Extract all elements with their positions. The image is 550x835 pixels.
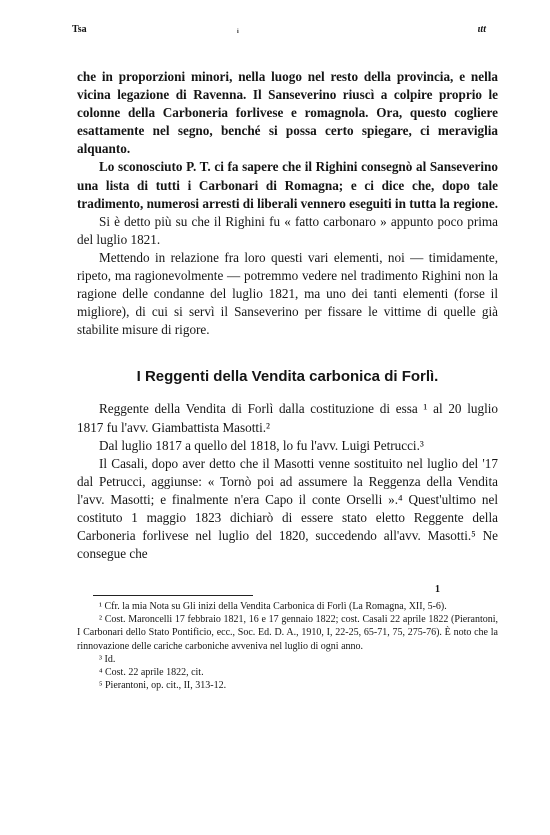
footnote-divider (93, 595, 253, 596)
paragraph: Mettendo in relazione fra loro questi vari elementi, noi — timidamente, ripeto, ma ragionevolmente — potremmo vedere nel tradimento Righini non la ragione delle condanne del luglio 1821, ma uno dei tanti elementi (forse il migliore), di cui si servì il Sanseverino per fissare le vittime di quelle già stabilite misure di rigore. (77, 249, 498, 338)
footnotes (77, 600, 498, 692)
footnote: ² Cost. Maroncelli 17 febbraio 1821, 16 e 17 gennaio 1822; cost. Casali 22 aprile 1822 (Pierantoni, I Carbonari dello Stato Pontificio, ecc., Soc. Ed. D. A., 1910, I, 22-25, 65-71, 75, 275-76). È noto che la rinnovazione delle cariche carboniche avveniva nel luglio di ogni anno. (77, 614, 498, 652)
page-header (72, 24, 486, 38)
section-paragraph: Reggente della Vendita di Forlì dalla costituzione di essa ¹ al 20 luglio 1817 fu l'avv. Giambattista Masotti.² (77, 401, 498, 435)
paragraph: Si è detto più su che il Righini fu « fatto carbonaro » appunto poco prima del luglio 1821. (77, 213, 498, 247)
footnote: ³ Id. (99, 653, 116, 665)
header-left: Tsa (72, 24, 87, 35)
footnote: ⁵ Pierantoni, op. cit., II, 313-12. (99, 680, 227, 692)
section-paragraph: Dal luglio 1817 a quello del 1818, lo fu l'avv. Luigi Petrucci.³ (99, 437, 424, 453)
paragraph: Lo sconosciuto P. T. ci fa sapere che il Righini consegnò al Sanseverino una lista di tutti i Carbonari di Romagna; e ci dice che, dopo tale tradimento, numerosi arresti di liberali vennero eseguiti in tutta la regione. (77, 159, 498, 211)
paragraph: che in proporzioni minori, nella luogo nel resto della provincia, e nella vicina legazione di Ravenna. Il Sanseverino riuscì a colpire proprio le colonne della Carboneria forlivese e romagnola. Ora, questo cogliere esattamente nel segno, benché si possa certo spiegare, ci meraviglia alquanto. (77, 69, 498, 157)
footnote: ¹ Cfr. la mia Nota su Gli inizi della Vendita Carbonica di Forlì (La Romagna, XII, 5-6). (99, 601, 447, 612)
footnote-mark: 1 (435, 584, 440, 595)
section-title: I Reggenti della Vendita carbonica di Forlì. (136, 368, 439, 386)
footnote: ⁴ Cost. 22 aprile 1822, cit. (99, 667, 204, 679)
main-text (77, 68, 498, 563)
header-page-number: ιtt (477, 24, 486, 35)
header-center: ᵢ (237, 24, 239, 35)
section-paragraph: Il Casali, dopo aver detto che il Masotti venne sostituito nel luglio del '17 dal Petrucci, aggiunse: « Tornò poi ad assumere la Reggenza della Vendita l'avv. Masotti; e finalmente n'era Capo il conte Orselli ».⁴ Quest'ultimo nel costituto 1 maggio 1823 dichiarò di essere stato eletto Reggente della Carboneria forlivese nel luglio del 1820, succedendo all'avv. Masotti.⁵ Ne consegue che (77, 455, 498, 562)
